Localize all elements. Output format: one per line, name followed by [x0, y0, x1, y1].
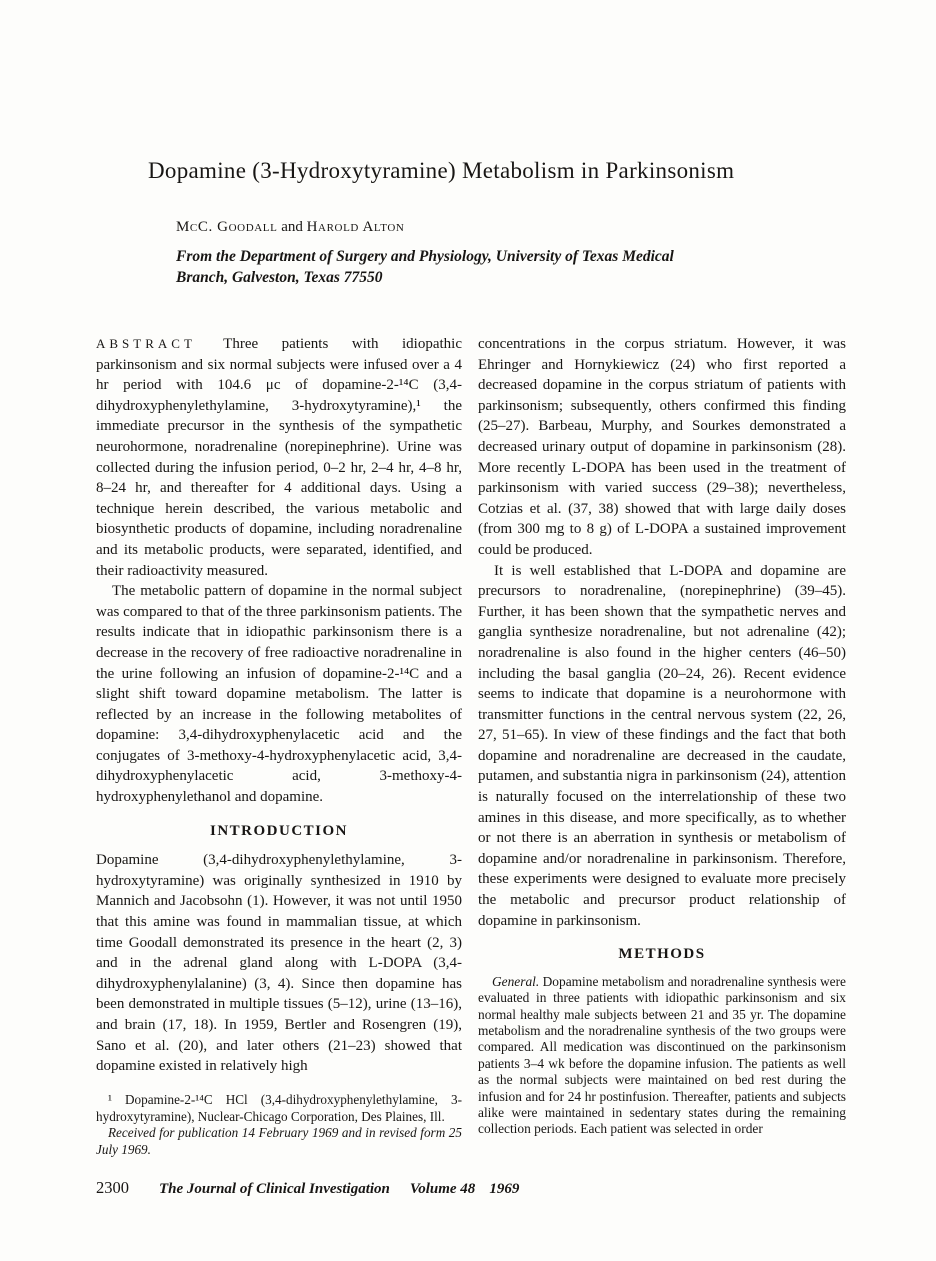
methods-paragraph-1-text: Dopamine metabolism and noradrenaline synthesis were evaluated in three patients with idiopathic parkinsonism and six normal healthy male subjects between 21 and 35 yr. The dopamine metabolism and the noradrenaline synthesis of the two groups were compared. All medication was discontinued on the parkinsonism patients 3–4 wk before the dopamine infusion. The patients as well as the normal subjects were maintained on bed rest during the infusion and for 24 hr postinfusion. Thereafter, patients and subjects alike were maintained in sedentary states during the remaining collection periods. Each patient was selected in order: [478, 973, 846, 1137]
author-2: Harold Alton: [306, 219, 405, 235]
methods-heading: METHODS: [618, 946, 706, 963]
methods-lead: General.: [492, 973, 540, 989]
introduction-paragraph-2: It is well established that L-DOPA and dopamine are precursors to noradrenaline, (norepinephrine) (39–45). Further, it has been shown that the sympathetic nerves and ganglia synthesize noradrenaline, but not adrenaline (42); noradrenaline is also found in the higher centers (46–50) including the basal ganglia (20–24, 26). Recent evidence seems to indicate that dopamine is a neurohormone with transmitter functions in the central nervous system (22, 26, 27, 51–65). In view of these findings and the fact that both dopamine and noradrenaline are decreased in the caudate, putamen, and substantia nigra in parkinsonism (24), attention is naturally focused on the interrelationship of these two amines in this disease, and more specifically, as to whether or not there is an aberration in synthesis or metabolism of dopamine and/or noradrenaline in parkinsonism. Therefore, these experiments were designed to evaluate more precisely the metabolic and precursor product relationship of dopamine in parkinsonism.: [478, 562, 846, 929]
paper-affiliation: From the Department of Surgery and Physiology, University of Texas Medical Branch, Galveston, Texas 77550: [176, 248, 674, 286]
abstract-label: ABSTRACT: [96, 336, 196, 351]
abstract-paragraph-1-text: Three patients with idiopathic parkinsonism and six normal subjects were infused over a 4 hr period with 104.6 μc of dopamine-2-¹⁴C (3,4-dihydroxyphenylethylamine, 3-hydroxytyramine),¹ the immediate precursor in the synthesis of the sympathetic neurohormone, noradrenaline (norepinephrine). Urine was collected during the infusion period, 0–2 hr, 2–4 hr, 4–8 hr, 8–24 hr, and thereafter for 4 additional days. Using a technique herein described, the various metabolic and biosynthetic products of dopamine, including noradrenaline and its metabolic products, were separated, identified, and their radioactivity measured.: [96, 336, 462, 579]
journal-name: The Journal of Clinical Investigation: [159, 1181, 390, 1197]
left-column: [96, 334, 462, 1159]
introduction-heading: INTRODUCTION: [209, 822, 348, 839]
author-conjunction: and: [277, 219, 307, 235]
footnotes: [96, 1092, 462, 1159]
author-1: McC. Goodall: [176, 219, 278, 235]
introduction-continuation: concentrations in the corpus striatum. However, it was Ehringer and Hornykiewicz (24) who first reported a decreased dopamine in the corpus striatum of patients with parkinsonism; subsequently, others confirmed this finding (25–27). Barbeau, Murphy, and Sourkes demonstrated a decreased urinary output of dopamine in parkinsonism (28). More recently L-DOPA has been used in the treatment of parkinsonism with varied success (29–38); nevertheless, Cotzias et al. (37, 38) showed that with large daily doses (from 300 mg to 8 g) of L-DOPA a sustained improvement could be produced.: [478, 336, 846, 558]
journal-year: 1969: [489, 1181, 520, 1197]
footnote-received: Received for publication 14 February 1969 and in revised form 25 July 1969.: [96, 1125, 462, 1158]
methods-paragraph-1: [478, 974, 846, 1138]
abstract-paragraph-2: The metabolic pattern of dopamine in the normal subject was compared to that of the three parkinsonism patients. The results indicate that in idiopathic parkinsonism there is a decrease in the recovery of free radioactive noradrenaline in the urine following an infusion of dopamine-2-¹⁴C and a slight shift toward dopamine metabolism. The latter is reflected by an increase in the following metabolites of dopamine: 3,4-dihydroxyphenylacetic acid and the conjugates of 3-methoxy-4-hydroxyphenylacetic acid, 3,4-dihydroxyphenylacetic acid, 3-methoxy-4-hydroxyphenylethanol and dopamine.: [96, 583, 462, 806]
page-footer: [96, 1178, 519, 1198]
footnote-1: ¹ Dopamine-2-¹⁴C HCl (3,4-dihydroxyphenylethylamine, 3-hydroxytyramine), Nuclear-Chicago Corporation, Des Plaines, Ill.: [96, 1091, 462, 1124]
paper-authors: [176, 219, 404, 236]
page-number: 2300: [96, 1178, 129, 1197]
abstract-paragraph-1: [96, 334, 462, 581]
journal-volume: Volume 48: [409, 1181, 476, 1197]
paper-title: Dopamine (3-Hydroxytyramine) Metabolism in Parkinsonism: [148, 158, 735, 183]
right-column: [478, 334, 846, 1138]
introduction-paragraph-1: Dopamine (3,4-dihydroxyphenylethylamine, 3-hydroxytyramine) was originally synthesized in 1910 by Mannich and Jacobsohn (1). However, it was not until 1950 that this amine was found in mammalian tissue, at which time Goodall demonstrated its presence in the heart (2, 3) and in the adrenal gland along with L-DOPA (3,4-dihydroxyphenylalanine) (3, 4). Since then dopamine has been demonstrated in multiple tissues (5–12), urine (13–16), and brain (17, 18). In 1959, Bertler and Rosengren (19), Sano et al. (20), and later others (21–23) showed that dopamine existed in relatively high: [96, 852, 462, 1075]
